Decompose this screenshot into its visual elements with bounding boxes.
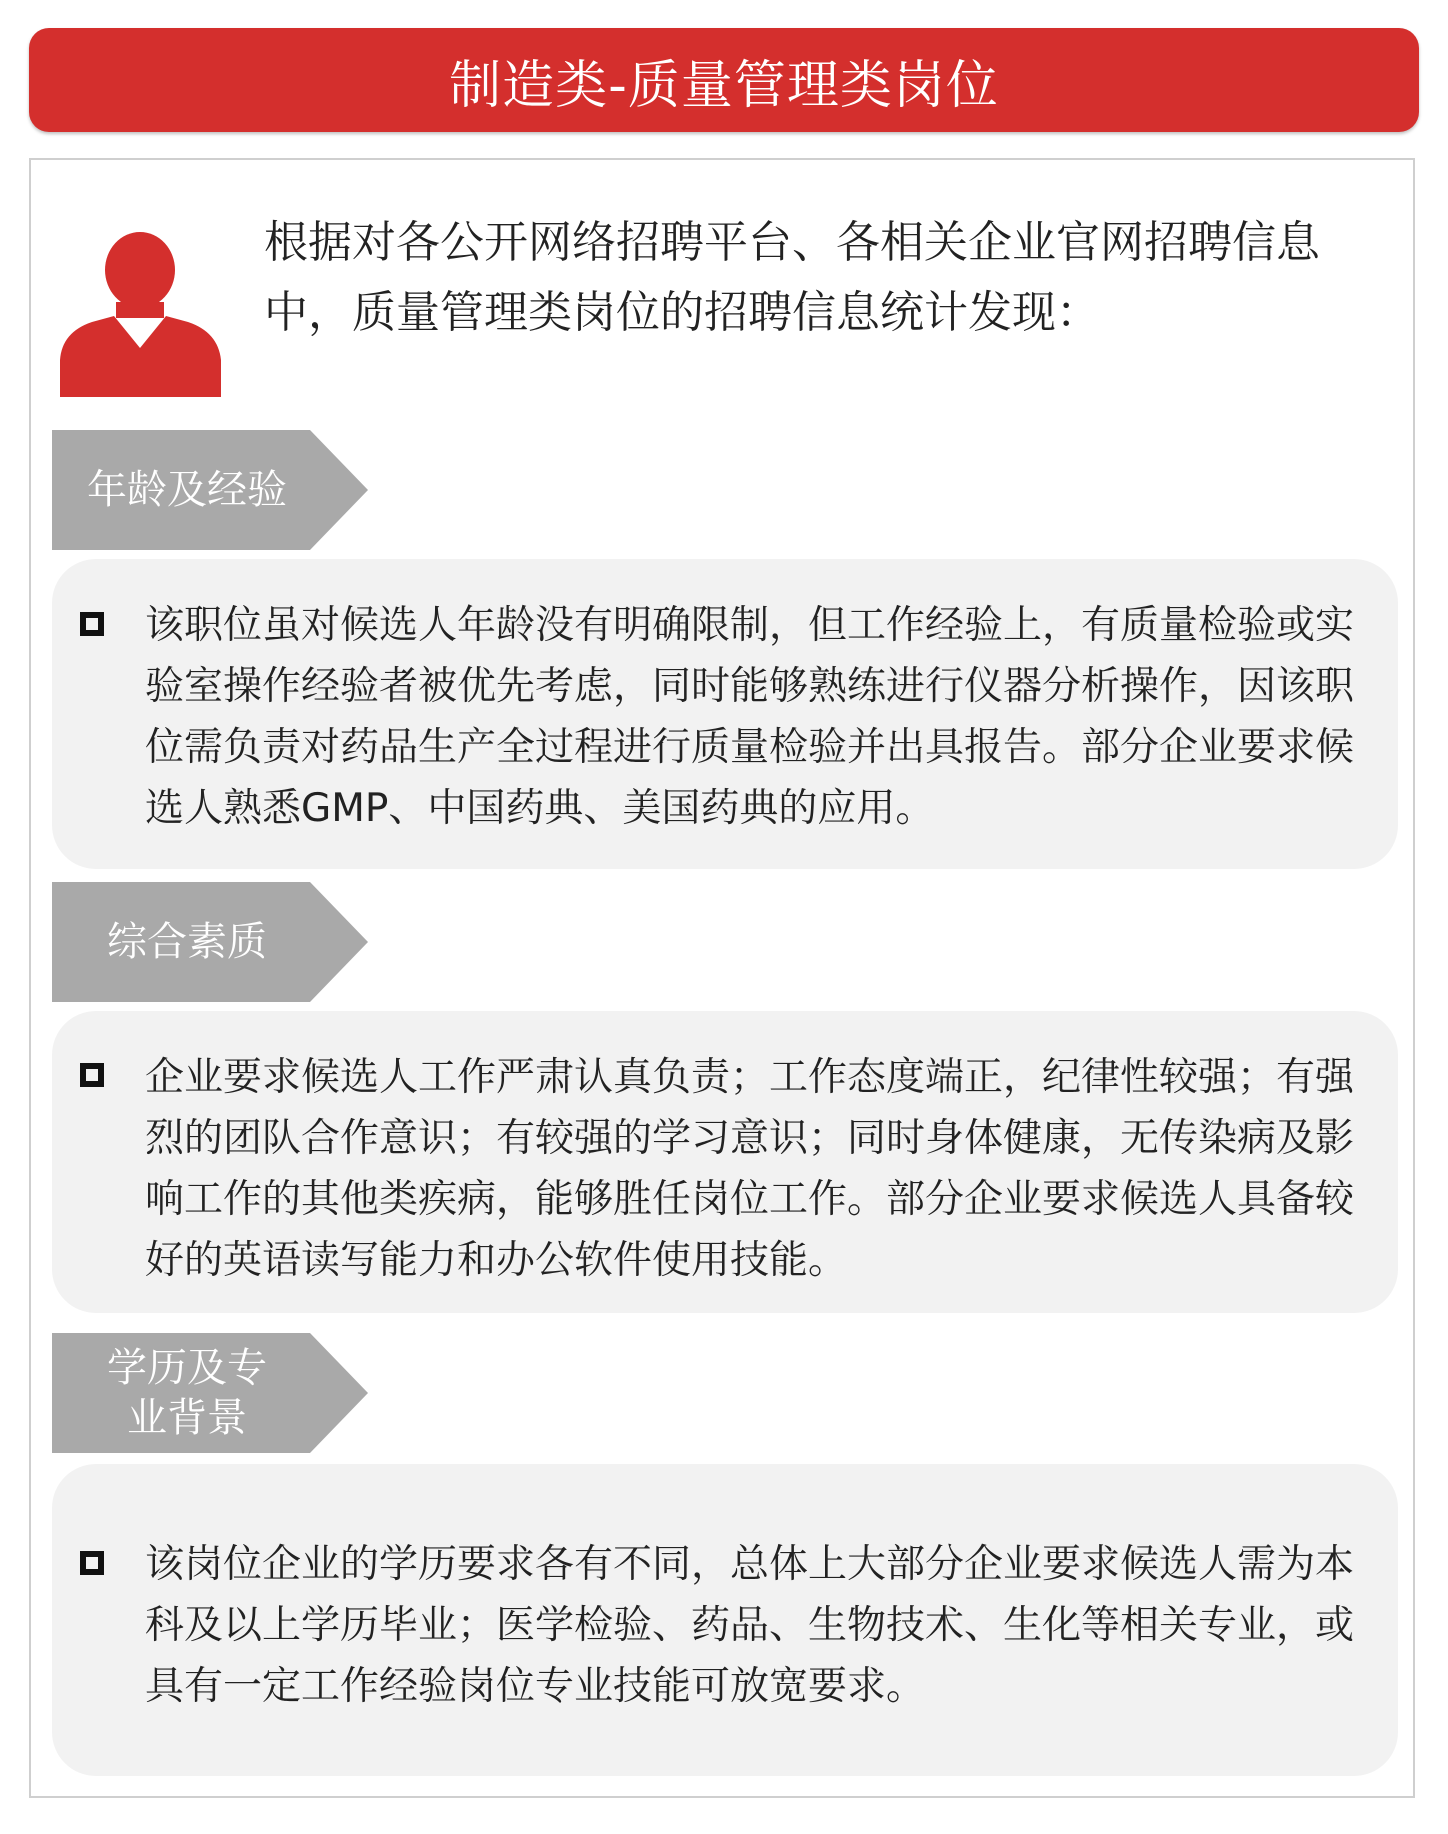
section-card-overall-quality [52, 1011, 1398, 1313]
section-tag-overall-quality [52, 882, 368, 1002]
square-bullet-icon [80, 612, 104, 636]
section-card-age-experience [52, 559, 1398, 869]
square-bullet-icon [80, 1551, 104, 1575]
section-tag-label: 年龄及经验 [87, 467, 287, 513]
section-text: 该职位虽对候选人年龄没有明确限制，但工作经验上，有质量检验或实验室操作经验者被优先考虑，同时能够熟练进行仪器分析操作，因该职位需负责对药品生产全过程进行质量检验并出具报告。部分企业要求候选人熟悉GMP、中国药典、美国药典的应用。 [145, 603, 1355, 831]
section-text: 企业要求候选人工作严肃认真负责；工作态度端正，纪律性较强；有强烈的团队合作意识；有较强的学习意识；同时身体健康，无传染病及影响工作的其他类疾病，能够胜任岗位工作。部分企业要求候选人具备较好的英语读写能力和办公软件使用技能。 [145, 1055, 1355, 1283]
person-avatar-icon [60, 222, 221, 397]
intro-text: 根据对各公开网络招聘平台、各相关企业官网招聘信息中，质量管理类岗位的招聘信息统计发现： [264, 217, 1320, 338]
title-banner [29, 28, 1419, 132]
section-tag-label: 综合素质 [107, 919, 267, 965]
section-tag-education-major [52, 1333, 368, 1453]
section-card-education-major [52, 1464, 1398, 1776]
section-text: 该岗位企业的学历要求各有不同，总体上大部分企业要求候选人需为本科及以上学历毕业；医学检验、药品、生物技术、生化等相关专业，或具有一定工作经验岗位专业技能可放宽要求。 [145, 1542, 1355, 1709]
square-bullet-icon [80, 1063, 104, 1087]
section-tag-age-experience [52, 430, 368, 550]
page-title: 制造类-质量管理类岗位 [449, 55, 999, 116]
section-tag-label: 学历及专业背景 [107, 1345, 267, 1441]
